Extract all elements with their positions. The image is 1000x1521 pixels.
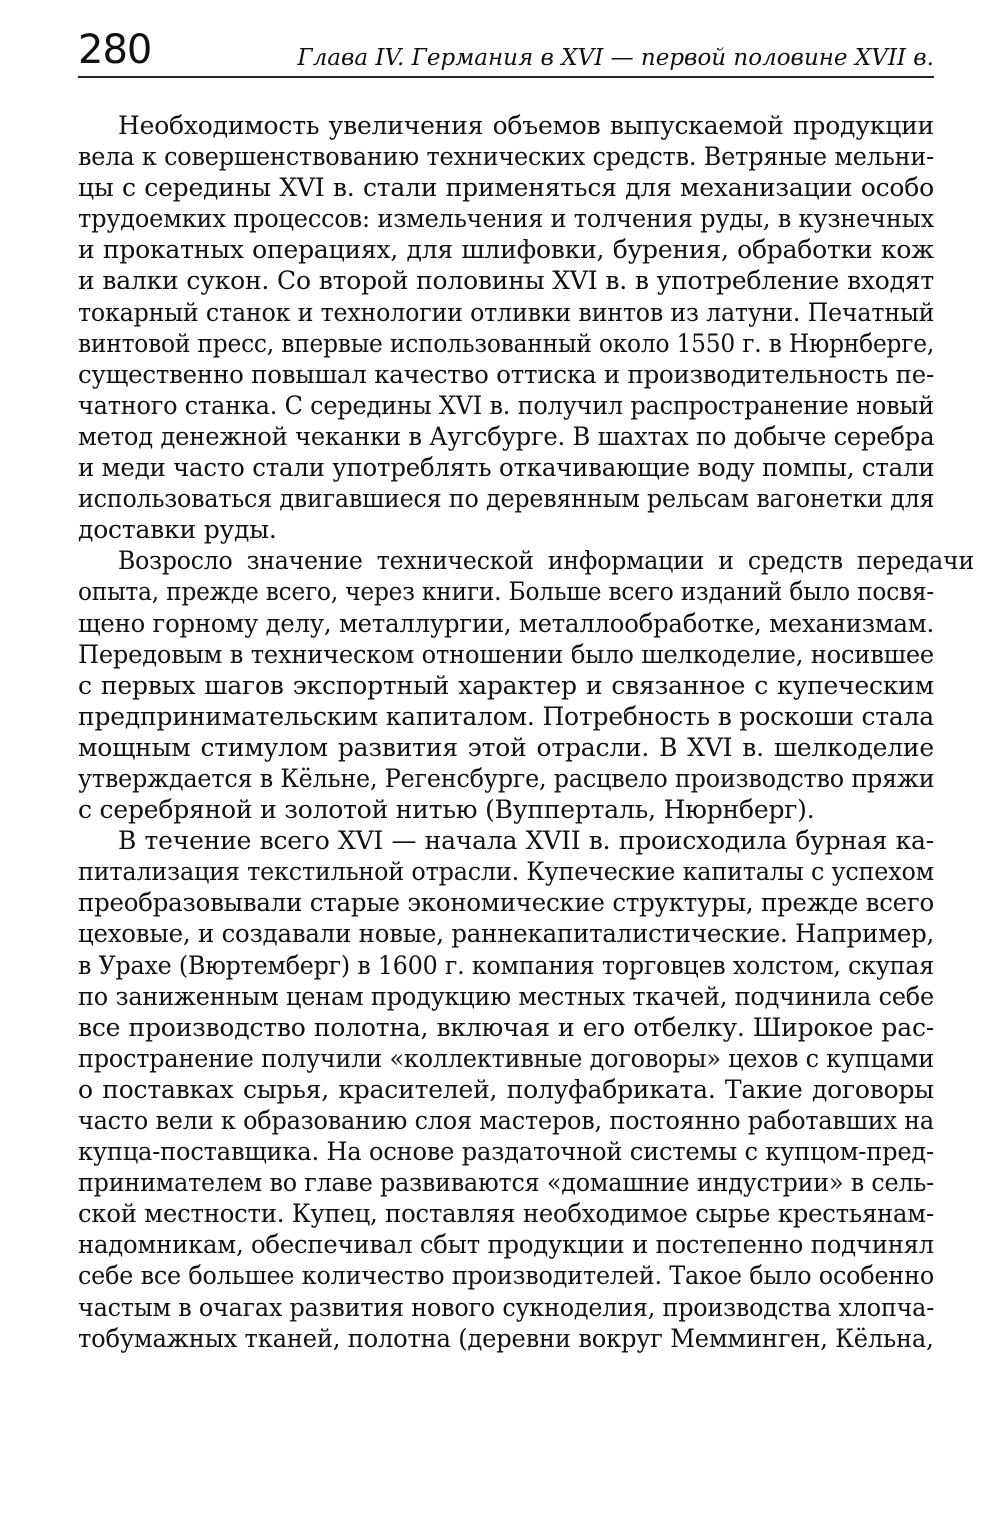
- text-line: себе все большее количество производителей. Такое было особенно: [78, 1261, 934, 1291]
- text-line: частым в очагах развития нового сукноделия, производства хлопча-: [78, 1292, 935, 1322]
- paragraph: [78, 825, 934, 1354]
- text-line: с серебряной и золотой нитью (Вупперталь, Нюрнберг).: [78, 795, 815, 825]
- text-line: предпринимательским капиталом. Потребность в роскоши стала: [78, 701, 934, 731]
- text-line: Передовым в техническом отношении было шелкоделие, носившее: [78, 639, 934, 669]
- running-head: [78, 28, 934, 78]
- text-line: о поставках сырья, красителей, полуфабриката. Такие договоры: [78, 1074, 934, 1104]
- paragraph: [78, 110, 934, 545]
- text-line: Необходимость увеличения объемов выпускаемой продукции: [118, 111, 934, 140]
- text-line: токарный станок и технологии отливки винтов из латуни. Печатный: [78, 297, 935, 327]
- text-line: Возросло значение технической информации и средств передачи: [117, 546, 974, 576]
- text-line: опыта, прежде всего, через книги. Больше всего изданий было посвя-: [78, 577, 935, 607]
- text-line: купца-поставщика. На основе раздаточной системы с купцом-пред-: [78, 1137, 934, 1167]
- text-line: принимателем во главе развиваются «домашние индустрии» в сель-: [78, 1168, 934, 1198]
- text-line: доставки руды.: [78, 515, 277, 545]
- text-line: и валки сукон. Со второй половины XVI в. в употребление входят: [78, 266, 934, 296]
- text-line: и меди часто стали употреблять откачивающие воду помпы, стали: [78, 453, 935, 483]
- paragraph: [78, 545, 974, 825]
- text-line: мощным стимулом развития этой отрасли. В XVI в. шелкоделие: [78, 732, 934, 762]
- text-line: надомникам, обеспечивал сбыт продукции и постепенно подчинял: [78, 1230, 934, 1260]
- text-line: цы с середины XVI в. стали применяться для механизации особо: [78, 173, 934, 203]
- page-number: 280: [78, 27, 152, 73]
- text-line: с первых шагов экспортный характер и связанное с купеческим: [78, 670, 934, 700]
- text-line: вела к совершенствованию технических средств. Ветряные мельни-: [78, 142, 934, 172]
- body-text: [78, 110, 974, 1354]
- text-line: использоваться двигавшиеся по деревянным рельсам вагонетки для: [78, 484, 935, 514]
- text-line: тобумажных тканей, полотна (деревни вокруг Мемминген, Кёльна,: [78, 1323, 934, 1353]
- text-line: пространение получили «коллективные договоры» цехов с купцами: [78, 1043, 934, 1073]
- text-line: существенно повышал качество оттиска и производительность пе-: [78, 359, 934, 389]
- text-line: В течение всего XVI — начала XVII в. происходила бурная ка-: [118, 826, 934, 856]
- text-line: часто вели к образованию слоя мастеров, постоянно работавших на: [78, 1106, 934, 1135]
- text-line: чатного станка. С середины XVI в. получил распространение новый: [78, 390, 934, 420]
- text-line: в Урахе (Вюртемберг) в 1600 г. компания торговцев холстом, скупая: [78, 950, 934, 980]
- text-line: по заниженным ценам продукцию местных ткачей, подчинила себе: [78, 981, 934, 1011]
- text-line: и прокатных операциях, для шлифовки, бурения, обработки кож: [78, 235, 934, 265]
- running-title: Глава IV. Германия в XVI — первой половине XVII в.: [297, 45, 934, 71]
- text-line: винтовой пресс, впервые использованный около 1550 г. в Нюрнберге,: [78, 328, 935, 358]
- text-line: питализация текстильной отрасли. Купеческие капиталы с успехом: [78, 857, 934, 887]
- text-line: метод денежной чеканки в Аугсбурге. В шахтах по добыче серебра: [78, 421, 935, 451]
- text-line: утверждается в Кёльне, Регенсбурге, расцвело производство пряжи: [78, 763, 935, 793]
- text-line: щено горному делу, металлургии, металлообработке, механизмам.: [78, 608, 934, 638]
- text-line: ской местности. Купец, поставляя необходимое сырье крестьянам-: [78, 1199, 934, 1229]
- text-line: цеховые, и создавали новые, раннекапиталистические. Например,: [78, 919, 935, 949]
- text-line: трудоемких процессов: измельчения и толчения руды, в кузнечных: [78, 204, 934, 234]
- text-line: все производство полотна, включая и его отбелку. Широкое рас-: [78, 1012, 934, 1042]
- text-line: преобразовывали старые экономические структуры, прежде всего: [78, 888, 934, 918]
